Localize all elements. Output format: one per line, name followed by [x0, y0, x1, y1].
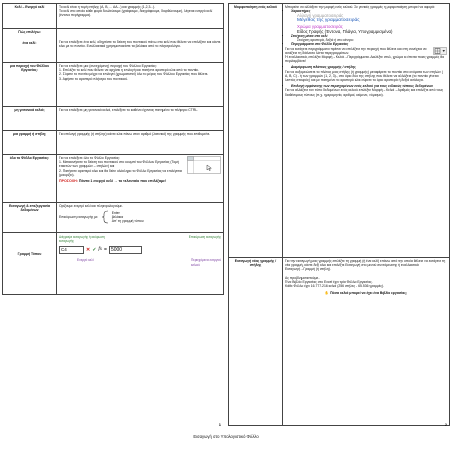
row-content: Μπορείτε να αλλάξετε την μορφή ενός κελιού. Σε γενικές γραμμές η μορφοποίηση μπορεί να αφορά: • Χαρακτήρες Αλλαγή γραμματοσειράς Μέγεθος της γραμματοσειράς Χρώμα γραμματοσειράς Είδος Γραφής (Έντονα, Πλάγια, Υπογραμμισμένα) • Στοίχιση μέσα στο κελί Στοίχιση αριστερά, δεξιά ή στο κέντρο • Περιγράμματα στο Φύλλο Εργασίας Για να εισάγετε περιγράμματα πρέπει να επιλέξετε την περιοχή που θέλετε και στη συνέχεια να ανοίξετε τη διάλεκτο λίστα περιγραμμάτων. Ή εναλλακτικά, επιλέξτε Μορφή→Κελιά→Περιγράμματα. Διαλέξτε στυλ, χρώμα κι έπειτα ποιες γραμμές θα περιλαμβάνει! • Διαμόρφωση πλάτους γραμμής / στήλης Για να αυξομειώσετε το πλάτος μιας στήλης (ή γραμμής) μεταφέρετε το ποντίκι στα ονόματα των στηλών ( A, B, C) - ή των γραμμών (1, 2, 3)-, στο όριο δύο της στήλης που θέλετε να αλλάξετε (το ποντίκι γίνεται λεπτός σταυρός) και με πατημένο το αριστερό κλικ σύρετε το όριο αριστερά ή δεξιά ανάλογα. • Επιλογή εμφάνισης των περιεχομένων ενός κελιού για τους ειδικούς τύπους δεδομένων Για να αλλάξετε τον τύπο δεδομένων ενός κελιού επιλέξτε Μορφή→Κελιά→Αριθμός και επιλέξτε από τους διαθέσιμους τύπους (π.χ. ημερομηνία, αριθμοί, κείμενο, νόμισμα). [283, 4, 450, 258]
question-line: ✋ Πόσα κελιά μπορεί να έχει ένα Βιβλίο εργασίας; [324, 291, 408, 296]
example-font-style: Είδος Γραφής (Έντονα, Πλάγια, Υπογραμμισμένα) [297, 29, 393, 34]
row-label: Εισαγωγή & επεξεργασία δεδομένων [3, 203, 57, 233]
page-number: 1 [218, 422, 221, 427]
row-content: Ορίζουμε ενεργό κελί και πληκτρολογούμε. Επικύρωση εισαγωγής με Enter βελάκια Απ' τη γραμμή τύπου [57, 203, 224, 233]
right-table [228, 3, 450, 426]
row-label: μια περιοχή του Φύλλου Εργασίας: [3, 63, 57, 107]
example-font-color: Χρώμα γραμματοσειράς [297, 24, 343, 29]
function-icon[interactable]: fx [98, 247, 103, 253]
row-content: Για την εισαγωγή μιας γραμμής επιλέξτε τη γραμμή (ή ένα κελί) επάνω από την οποία θέλετε να εισάγετε τη νέα γραμμή, κάντε δεξί κλικ και επιλέξτε Εισαγωγή στο μενού συντόμευσης ή εναλλακτικά Εισαγωγή→Γραμμή (ή στήλη). Ας προβληματιστούμε.. Ένα Βιβλίο Εργασίας στο Excel έχει τρία Φύλλα Εργασίας. Κάθε Φύλλο έχει 16.777.216 κελιά (256 στήλες - 65.536 γραμμές). ✋ Πόσα κελιά μπορεί να έχει ένα Βιβλίο εργασίας; [283, 258, 450, 426]
formula-bar: C4 ✕ ✓ fx = 5000 [59, 246, 221, 254]
select-all-illustration [187, 156, 221, 174]
row-content: Για να επιλέξετε μη γειτονικά κελιά, επιλέξετε το καθένα έχοντας πατημένο το πλήκτρο CTRL. [57, 107, 224, 131]
row-label: μια γραμμή ή στήλη; [3, 131, 57, 155]
row-label: Πώς επιλέγω: ένα κελί: [3, 29, 57, 63]
row-content: Διέγραψε εισαγωγής ή ακύρωση εισαγωγής Επικύρωση εισαγωγής C4 ✕ ✓ fx = 5000 Ενεργό κελί Περιεχόμενα ενεργού κελιού [57, 233, 224, 295]
left-table [2, 3, 224, 295]
borders-dropdown-icon[interactable] [433, 47, 447, 55]
formula-input[interactable]: 5000 [109, 246, 142, 254]
question-icon: ✋ [324, 291, 330, 296]
example-font-size: Μέγεθος της γραμματοσειράς [297, 18, 360, 24]
text-line: Το κελί στο οποίο κάθε φορά δουλεύουμε (γράφουμε, διαγράφουμε, διορθώνουμε), λέγεται ενεργό κελί (έντονο περίγραμμα). [59, 9, 213, 18]
row-label: Κελί – Ενεργό κελί [3, 4, 57, 29]
page-number: 2 [444, 422, 447, 427]
brace-icon [100, 210, 110, 224]
text-line: Για να επιλέξετε ένα κελί, οδηγείστε το δείκτη του ποντικιού πάνω στο κελί που θέλετε να επιλέξετε και κάντε κλικ με το ποντίκι. Εναλλακτικά χρησιμοποιείστε τα βελάκια από το πληκτρολόγιο. [59, 40, 221, 49]
confirm-icon[interactable]: ✓ [92, 247, 97, 254]
row-content: Για να επιλέξετε μια (συνεχόμενη) περιοχή του Φύλλου Εργασίας: 1. Επιλέξτε το κελί που θέλετε να αρχίσει η επιλογή και πατήστε αριστερό κλικ από το ποντίκι. 2. Σύρετε το ποντίκι μέχρι να επιλεγεί (χρωματιστεί) όλο το μέρος του Φύλλου Εργασίας που θέλετε. 3. Αφήστε το αριστερό πλήκτρο του ποντικιού. [57, 63, 224, 107]
row-label: Μορφοποίηση ενός κελιού [229, 4, 283, 258]
example-font-change: Αλλαγή γραμματοσειράς [297, 13, 344, 19]
name-box[interactable]: C4 [59, 246, 84, 254]
row-label: όλο το Φύλλο Εργασίας: [3, 155, 57, 203]
row-content [57, 29, 224, 63]
row-label: Εισαγωγή νέας γραμμής / στήλης [229, 258, 283, 426]
text-line: Το κελί είναι η τομή στήλης (A, B, ... AA...) και γραμμής (1,2,3...). [59, 5, 156, 9]
row-label: μη γειτονικά κελιά; [3, 107, 57, 131]
row-content [57, 4, 224, 29]
cancel-icon[interactable]: ✕ [86, 247, 91, 254]
page-1 [2, 3, 224, 428]
page-2 [228, 3, 450, 428]
row-content: Για επιλογή γραμμής (ή στήλης) κάντε κλικ πάνω στον αριθμό (λατινικό) της γραμμής που επιθυμείτε. [57, 131, 224, 155]
row-content: Για να επιλέξετε όλο το Φύλλο Εργασίας: 1. Μετακινήσετε το δείκτη του ποντικιού στο κουμπί του Φύλλου Εργασίας (Τομή ετικετών των γραμμών – στηλών) και 2. Πατήσετε αριστερό κλικ και θα δείτε ολόκληρο το Φύλλο Εργασίας να επιλέγεται (μαυρίζει). ΠΡΟΣΟΧΗ: Πάντα 1 ενεργό κελί → το τελευταίο που επιλέξαμε! [57, 155, 224, 203]
footer-caption: Εισαγωγή στο Υπολογιστικό Φύλλο [193, 434, 259, 439]
warning-line: ΠΡΟΣΟΧΗ: Πάντα 1 ενεργό κελί → το τελευταίο που επιλέξαμε! [59, 179, 167, 184]
row-label: Γραμμή Τύπου [3, 233, 57, 295]
